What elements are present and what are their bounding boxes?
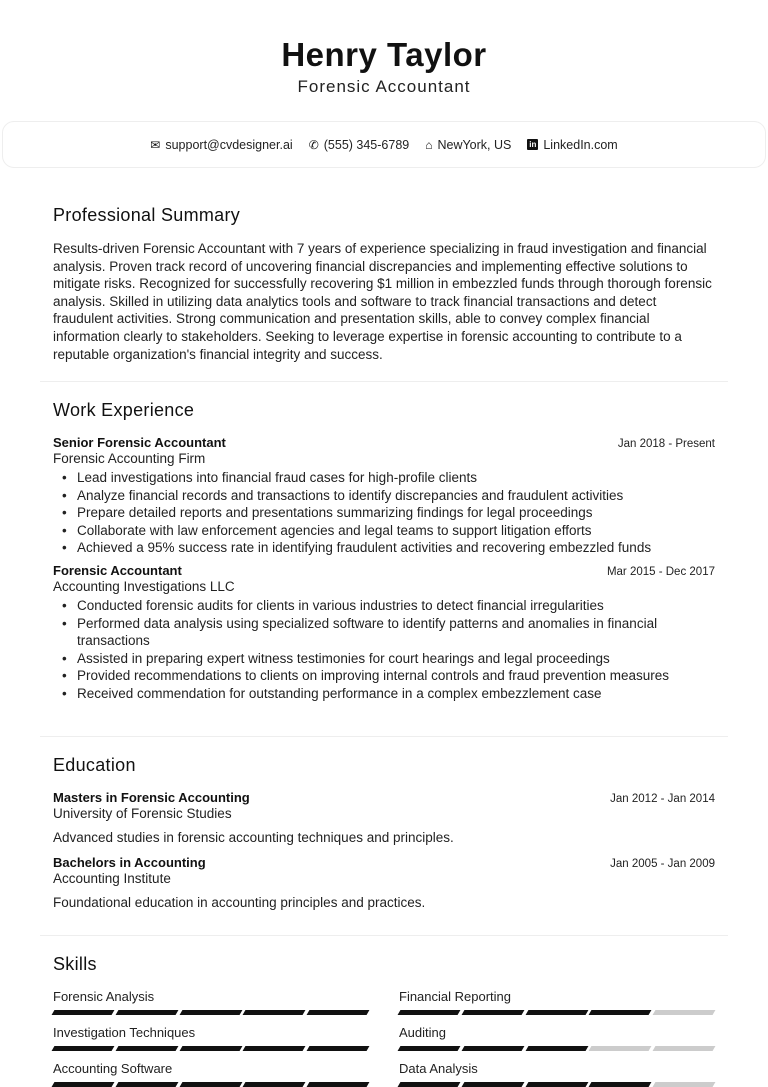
bullet-item: • Assisted in preparing expert witness testimonies for court hearings and legal proceedings (53, 650, 715, 668)
skill-level-bar (399, 1010, 714, 1015)
skill-item (399, 989, 714, 1015)
job-company: Forensic Accounting Firm (53, 451, 206, 466)
skill-level-segment (589, 1046, 652, 1051)
skill-item (399, 1061, 714, 1087)
skill-level-segment (243, 1010, 306, 1015)
email-text: support@cvdesigner.ai (165, 137, 293, 152)
divider (40, 381, 728, 382)
edu-dates: Jan 2012 - Jan 2014 (610, 793, 715, 805)
job-title: Forensic Accountant (297, 77, 471, 96)
section-heading: Education (53, 755, 136, 775)
skill-name: Financial Reporting (399, 989, 512, 1004)
skill-level-segment (243, 1046, 306, 1051)
job-entry (53, 435, 715, 557)
skill-level-segment (461, 1082, 524, 1087)
skill-level-segment (398, 1010, 461, 1015)
skill-level-segment (307, 1010, 370, 1015)
skill-item (53, 1025, 368, 1051)
bullet-item: • Collaborate with law enforcement agencies and legal teams to support litigation efforts (53, 522, 715, 540)
contact-location (425, 138, 511, 152)
linkedin-icon: in (529, 140, 537, 149)
skill-level-segment (653, 1010, 716, 1015)
skill-level-segment (398, 1046, 461, 1051)
contact-phone[interactable] (309, 138, 410, 152)
skill-level-segment (461, 1010, 524, 1015)
skill-level-segment (461, 1046, 524, 1051)
linkedin-text: LinkedIn.com (543, 137, 618, 152)
section-heading: Skills (53, 954, 97, 974)
skill-level-segment (589, 1010, 652, 1015)
location-text: NewYork, US (437, 137, 512, 152)
bullet-item: • Conducted forensic audits for clients in various industries to detect financial irregularities (53, 597, 715, 615)
skill-name: Investigation Techniques (53, 1025, 196, 1040)
skill-level-bar (399, 1046, 714, 1051)
work-section (53, 400, 715, 709)
skill-level-bar (399, 1082, 714, 1087)
job-company: Accounting Investigations LLC (53, 578, 235, 594)
school: Accounting Institute (53, 871, 171, 886)
envelope-icon: ✉ (150, 137, 161, 152)
skills-section (53, 954, 715, 1087)
skill-item (53, 989, 368, 1015)
bullet-item: • Prepare detailed reports and presentations summarizing findings for legal proceedings (53, 504, 715, 522)
skill-level-segment (589, 1082, 652, 1087)
degree: Masters in Forensic Accounting (53, 790, 250, 805)
skill-level-segment (179, 1046, 242, 1051)
skill-level-segment (179, 1010, 242, 1015)
school: University of Forensic Studies (53, 806, 232, 821)
summary-text: Results-driven Forensic Accountant with 7 years of experience specializing in fraud investigation and financial analysis. Proven track record of uncovering financial discrepancies and implementing effective solutions to mitigate risks. Recognized for successfully recovering $1 million in embezzled funds through thorough forensic analysis. Skilled in utilizing data analytics tools and software to track financial transactions and detect fraudulent activities. Strong communication and presentation skills, able to convey complex financial information clearly to stakeholders. Seeking to leverage expertise in forensic accounting to contribute to a reputable organization's financial integrity and success. (53, 241, 712, 362)
divider (40, 935, 728, 936)
skill-level-segment (115, 1082, 178, 1087)
job-dates: Mar 2015 - Dec 2017 (606, 565, 715, 578)
skill-level-segment (525, 1046, 588, 1051)
skill-level-segment (525, 1010, 588, 1015)
bullet-item: • Provided recommendations to clients on improving internal controls and fraud prevention measures (53, 667, 715, 685)
job-entry (53, 563, 715, 703)
skill-level-segment (179, 1082, 242, 1087)
summary-section (53, 205, 715, 363)
skill-name: Data Analysis (399, 1061, 478, 1076)
skill-name: Forensic Analysis (53, 989, 155, 1004)
candidate-name: Henry Taylor (281, 36, 487, 73)
job-role: Forensic Accountant (53, 562, 182, 578)
education-entry (53, 855, 715, 910)
skill-level-segment (653, 1046, 716, 1051)
skill-level-segment (115, 1046, 178, 1051)
skill-level-segment (115, 1010, 178, 1015)
education-section (53, 755, 715, 920)
skill-name: Accounting Software (53, 1061, 173, 1076)
skill-level-segment (243, 1082, 306, 1087)
skill-level-segment (307, 1082, 370, 1087)
skill-level-segment (52, 1046, 115, 1051)
contact-bar (2, 121, 766, 168)
bullet-item: • Performed data analysis using specialized software to identify patterns and anomalies in financial transactions (53, 615, 715, 650)
bullet-item: • Received commendation for outstanding performance in a complex embezzlement case (53, 685, 715, 703)
education-entry (53, 790, 715, 845)
section-heading: Work Experience (53, 400, 195, 420)
bullet-item: • Achieved a 95% success rate in identifying fraudulent activities and recovering embezzled funds (53, 539, 715, 557)
contact-linkedin[interactable] (527, 138, 617, 152)
skill-level-segment (398, 1082, 461, 1087)
phone-icon: ✆ (308, 137, 319, 152)
degree: Bachelors in Accounting (53, 855, 206, 870)
edu-description: Advanced studies in forensic accounting techniques and principles. (53, 830, 454, 845)
home-icon: ⌂ (425, 137, 433, 152)
job-role: Senior Forensic Accountant (53, 435, 226, 450)
divider (40, 736, 728, 737)
bullet-item: • Lead investigations into financial fraud cases for high-profile clients (53, 469, 715, 487)
contact-email[interactable] (150, 138, 292, 152)
edu-description: Foundational education in accounting principles and practices. (53, 895, 426, 910)
job-dates: Jan 2018 - Present (617, 438, 715, 450)
skill-item (53, 1061, 368, 1087)
job-bullets (53, 597, 715, 703)
section-heading: Professional Summary (53, 205, 241, 225)
skill-level-segment (525, 1082, 588, 1087)
job-bullets (53, 469, 715, 557)
bullet-item: • Analyze financial records and transactions to identify discrepancies and fraudulent activities (53, 487, 715, 505)
skill-name: Auditing (399, 1025, 446, 1040)
phone-text: (555) 345-6789 (323, 137, 410, 152)
skill-level-bar (53, 1082, 368, 1087)
skill-level-bar (53, 1046, 368, 1051)
skill-level-segment (653, 1082, 716, 1087)
skill-level-bar (53, 1010, 368, 1015)
skill-level-segment (52, 1010, 115, 1015)
edu-dates: Jan 2005 - Jan 2009 (610, 858, 715, 870)
skill-level-segment (52, 1082, 115, 1087)
skill-item (399, 1025, 714, 1051)
skill-level-segment (307, 1046, 370, 1051)
